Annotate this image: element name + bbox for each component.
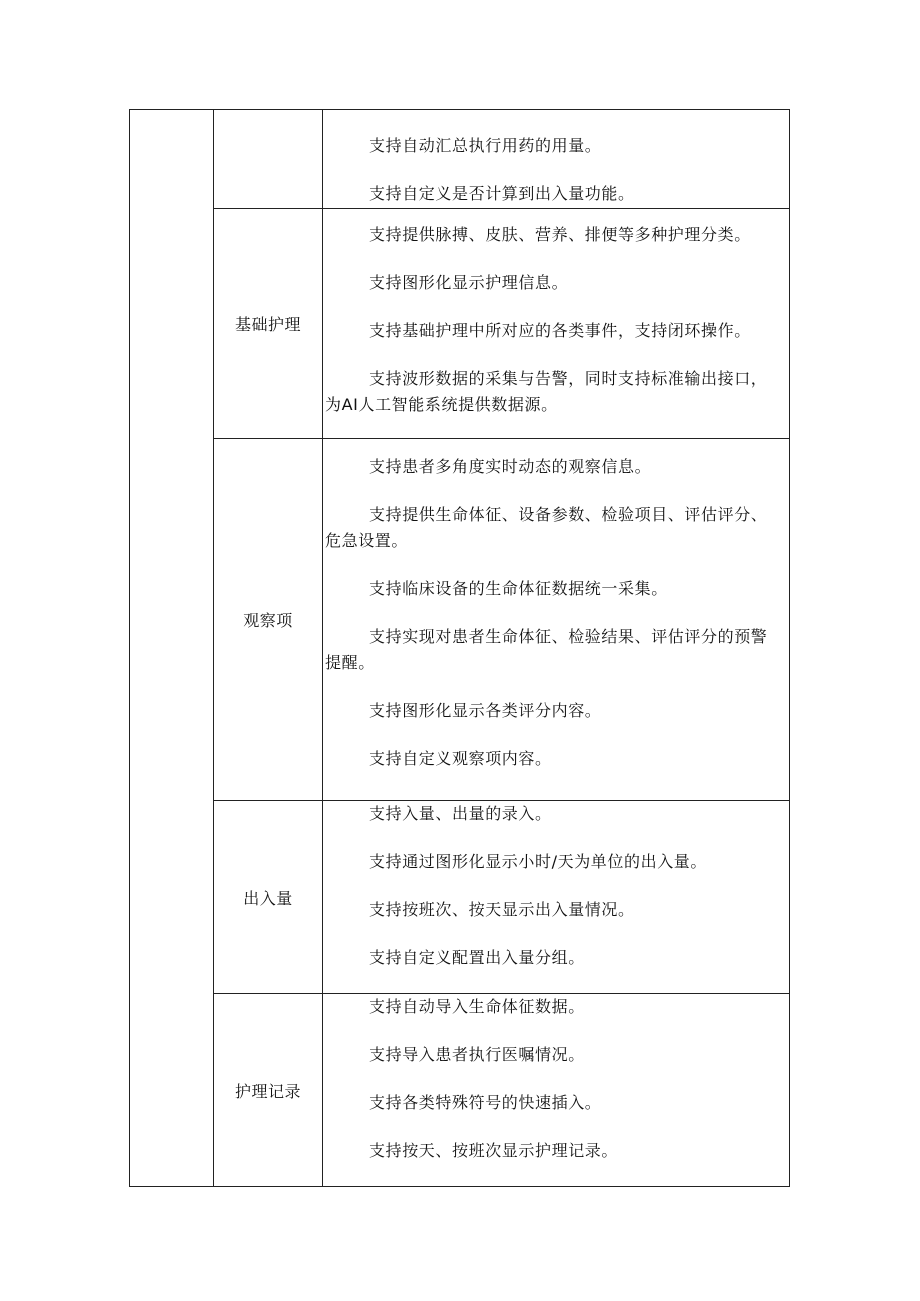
description-item: 支持实现对患者生命体征、检验结果、评估评分的预警提醒。 (325, 627, 768, 672)
description-item: 支持按天、按班次显示护理记录。 (369, 1141, 619, 1160)
table-row (130, 209, 790, 439)
description-item: 支持自动导入生命体征数据。 (369, 997, 585, 1016)
table-row (130, 994, 790, 1187)
description-item: 支持波形数据的采集与告警，同时支持标准输出接口，为AI人工智能系统提供数据源。 (325, 369, 768, 414)
description-cell (323, 994, 790, 1187)
module-cell (130, 110, 214, 1187)
table-row (130, 801, 790, 994)
description-item: 支持自定义是否计算到出入量功能。 (369, 184, 635, 203)
description-cell (323, 209, 790, 439)
description-item: 支持自定义配置出入量分组。 (369, 948, 585, 967)
description-cell (323, 110, 790, 209)
description-item: 支持临床设备的生命体征数据统一采集。 (369, 579, 668, 598)
spec-table (129, 109, 790, 1187)
category-cell: 出入量 (214, 801, 323, 994)
description-item: 支持按班次、按天显示出入量情况。 (369, 900, 635, 919)
description-item: 支持基础护理中所对应的各类事件，支持闭环操作。 (369, 321, 751, 340)
description-item: 支持入量、出量的录入。 (369, 804, 552, 823)
category-cell: 观察项 (214, 439, 323, 801)
description-cell (323, 439, 790, 801)
description-item: 支持图形化显示护理信息。 (369, 273, 569, 292)
category-cell: 基础护理 (214, 209, 323, 439)
table-row (130, 110, 790, 209)
description-cell (323, 801, 790, 994)
description-item: 支持通过图形化显示小时/天为单位的出入量。 (369, 852, 707, 871)
category-cell: 护理记录 (214, 994, 323, 1187)
description-item: 支持各类特殊符号的快速插入。 (369, 1093, 602, 1112)
description-item: 支持导入患者执行医嘱情况。 (369, 1045, 585, 1064)
description-item: 支持自动汇总执行用药的用量。 (369, 136, 602, 155)
description-item: 支持患者多角度实时动态的观察信息。 (369, 457, 652, 476)
table-row (130, 439, 790, 801)
category-cell (214, 110, 323, 209)
description-item: 支持自定义观察项内容。 (369, 749, 552, 768)
description-item: 支持提供生命体征、设备参数、检验项目、评估评分、危急设置。 (325, 505, 768, 550)
description-item: 支持图形化显示各类评分内容。 (369, 701, 602, 720)
description-item: 支持提供脉搏、皮肤、营养、排便等多种护理分类。 (369, 225, 751, 244)
